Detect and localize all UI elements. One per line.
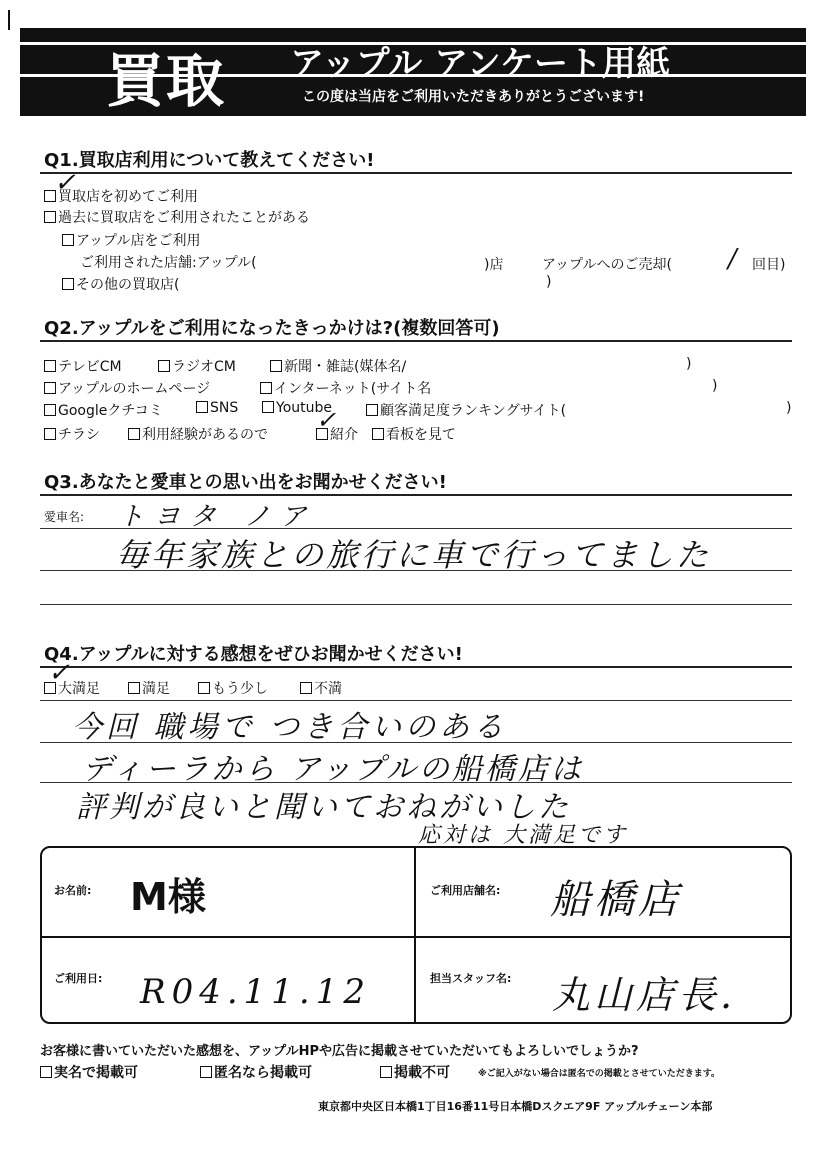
- q4-rule-2: [40, 742, 792, 743]
- header-title-brand: アップル アンケート用紙: [290, 44, 671, 84]
- q1-past-label: 過去に買取店をご利用されたことがある: [58, 210, 310, 226]
- no-publish-label: 掲載不可: [394, 1065, 450, 1081]
- q1-divider: [40, 172, 792, 174]
- q2-opt-newspaper[interactable]: [270, 356, 406, 376]
- q3-rule-1: [40, 528, 792, 529]
- q2-opt-radiocm[interactable]: [158, 356, 236, 376]
- header-title-big: 買取: [106, 47, 227, 115]
- name-label: お名前:: [54, 884, 92, 897]
- date-label: ご利用日:: [54, 972, 103, 985]
- q1-other-checkbox[interactable]: [62, 278, 74, 290]
- info-vertical-divider: [414, 848, 416, 1022]
- unsatisfied-label: 不満: [314, 681, 342, 697]
- q4-divider: [40, 666, 792, 668]
- q1-store-suffix: )店: [484, 257, 504, 273]
- store-name-label: ご利用店舗名:: [430, 884, 501, 897]
- real-name-label: 実名で掲載可: [54, 1065, 138, 1081]
- header-banner: [20, 28, 806, 116]
- q2-divider: [40, 340, 792, 342]
- ranking-label: 顧客満足度ランキングサイト(: [380, 403, 567, 419]
- very-satisfied-label: 大満足: [58, 681, 100, 697]
- newspaper-checkbox[interactable]: [270, 360, 282, 372]
- q3-rule-3: [40, 604, 792, 605]
- q2-row2-close: ): [712, 378, 718, 394]
- anonymous-checkbox[interactable]: [200, 1066, 212, 1078]
- so-so-label: もう少し: [212, 681, 268, 697]
- header-subtitle: この度は当店をご利用いただきありがとうございます!: [302, 89, 645, 105]
- check-mark: ✓: [316, 406, 337, 434]
- q2-row1-close: ): [686, 356, 692, 372]
- sns-label: SNS: [210, 400, 239, 416]
- internet-checkbox[interactable]: [260, 382, 272, 394]
- signboard-label: 看板を見て: [386, 427, 456, 443]
- experience-label: 利用経験があるので: [142, 427, 268, 443]
- check-mark: ✓: [54, 168, 76, 198]
- consent-note: ※ご記入がない場合は匿名での掲載とさせていただきます。: [478, 1069, 721, 1079]
- q2-title: Q2.アップルをご利用になったきっかけは?(複数回答可): [44, 318, 500, 339]
- date-value: R04.11.12: [140, 972, 372, 1012]
- unsatisfied-checkbox[interactable]: [300, 682, 312, 694]
- satisfied-checkbox[interactable]: [128, 682, 140, 694]
- q2-opt-homepage[interactable]: [44, 378, 210, 398]
- q2-opt-tvcm[interactable]: [44, 356, 122, 376]
- q2-opt-ranking[interactable]: [366, 400, 566, 420]
- consent-question: お客様に書いていただいた感想を、アップルHPや広告に掲載させていただいてもよろしいでしょうか?: [40, 1044, 639, 1059]
- q2-opt-signboard[interactable]: [372, 424, 456, 444]
- flyer-checkbox[interactable]: [44, 428, 56, 440]
- q3-title: Q3.あなたと愛車との思い出をお聞かせください!: [44, 472, 447, 493]
- q4-opt-satisfied[interactable]: [128, 678, 170, 698]
- ranking-checkbox[interactable]: [366, 404, 378, 416]
- flyer-label: チラシ: [58, 427, 100, 443]
- check-mark: ✓: [48, 658, 70, 688]
- consent-opt-real-name[interactable]: [40, 1062, 138, 1082]
- q2-opt-experience[interactable]: [128, 424, 268, 444]
- homepage-label: アップルのホームページ: [58, 381, 211, 397]
- q1-count-label: アップルへのご売却(: [542, 257, 672, 273]
- q1-first-label: 買取店を初めてご利用: [58, 189, 198, 205]
- q1-count-suffix: 回目): [752, 257, 786, 273]
- newspaper-label: 新聞・雑誌(媒体名/: [284, 359, 407, 375]
- tvcm-checkbox[interactable]: [44, 360, 56, 372]
- q1-option-other[interactable]: [62, 274, 179, 294]
- q1-other-close: ): [546, 274, 552, 290]
- footer-address: 東京都中央区日本橋1丁目16番11号日本橋Dスクエア9F アップルチェーン本部: [318, 1100, 713, 1113]
- q4-comment-line-1: 今回 職場で つき合いのある: [72, 710, 508, 745]
- google-label: Googleクチコミ: [58, 403, 163, 419]
- q4-comment-line-2: ディーラから アップルの船橋店は: [82, 752, 584, 787]
- consent-opt-anonymous[interactable]: [200, 1062, 312, 1082]
- q3-rule-2: [40, 570, 792, 571]
- q3-memory-text: 毎年家族との旅行に車で行ってました: [116, 536, 712, 574]
- q1-store-label: ご利用された店舗:アップル(: [80, 255, 257, 271]
- homepage-checkbox[interactable]: [44, 382, 56, 394]
- google-checkbox[interactable]: [44, 404, 56, 416]
- store-name-value: 船橋店: [550, 877, 682, 923]
- internet-label: インターネット(サイト名: [274, 381, 432, 397]
- q4-opt-so-so[interactable]: [198, 678, 268, 698]
- q2-opt-flyer[interactable]: [44, 424, 100, 444]
- q2-row3-close: ): [786, 400, 792, 416]
- radiocm-checkbox[interactable]: [158, 360, 170, 372]
- tvcm-label: テレビCM: [58, 359, 122, 375]
- no-publish-checkbox[interactable]: [380, 1066, 392, 1078]
- q1-past-checkbox[interactable]: [44, 211, 56, 223]
- satisfied-label: 満足: [142, 681, 170, 697]
- youtube-label: Youtube: [276, 400, 332, 416]
- q4-title: Q4.アップルに対する感想をぜひお聞かせください!: [44, 644, 463, 665]
- experience-checkbox[interactable]: [128, 428, 140, 440]
- car-name-label: 愛車名:: [44, 510, 85, 524]
- q1-apple-label: アップル店をご利用: [76, 233, 201, 249]
- car-name-value: トヨタ ノア: [118, 502, 317, 532]
- name-value: M様: [130, 875, 206, 919]
- corner-mark: [8, 10, 10, 30]
- q2-opt-internet[interactable]: [260, 378, 431, 398]
- signboard-checkbox[interactable]: [372, 428, 384, 440]
- info-horizontal-divider: [42, 936, 790, 938]
- q4-comment-line-3: 評判が良いと聞いておねがいした: [76, 790, 571, 825]
- q1-title: Q1.買取店利用について教えてください!: [44, 150, 375, 171]
- q2-opt-google[interactable]: [44, 400, 163, 420]
- q1-apple-checkbox[interactable]: [62, 234, 74, 246]
- q1-other-label: その他の買取店(: [76, 277, 180, 293]
- sns-checkbox[interactable]: [196, 401, 208, 413]
- radiocm-label: ラジオCM: [172, 359, 236, 375]
- real-name-checkbox[interactable]: [40, 1066, 52, 1078]
- q1-option-apple[interactable]: [62, 230, 200, 250]
- referral-label: 紹介: [330, 427, 358, 443]
- youtube-checkbox[interactable]: [262, 401, 274, 413]
- q1-option-past[interactable]: [44, 207, 310, 227]
- staff-value: 丸山店長.: [552, 973, 737, 1017]
- q4-opt-unsatisfied[interactable]: [300, 678, 342, 698]
- q1-count-value: /: [728, 244, 737, 274]
- consent-opt-none[interactable]: [380, 1062, 450, 1082]
- so-so-checkbox[interactable]: [198, 682, 210, 694]
- anonymous-label: 匿名なら掲載可: [214, 1065, 312, 1081]
- q4-rule-1: [40, 700, 792, 701]
- q4-comment-line-4: 応対は 大満足です: [418, 823, 628, 848]
- staff-label: 担当スタッフ名:: [430, 972, 512, 985]
- q2-opt-sns[interactable]: [196, 400, 238, 416]
